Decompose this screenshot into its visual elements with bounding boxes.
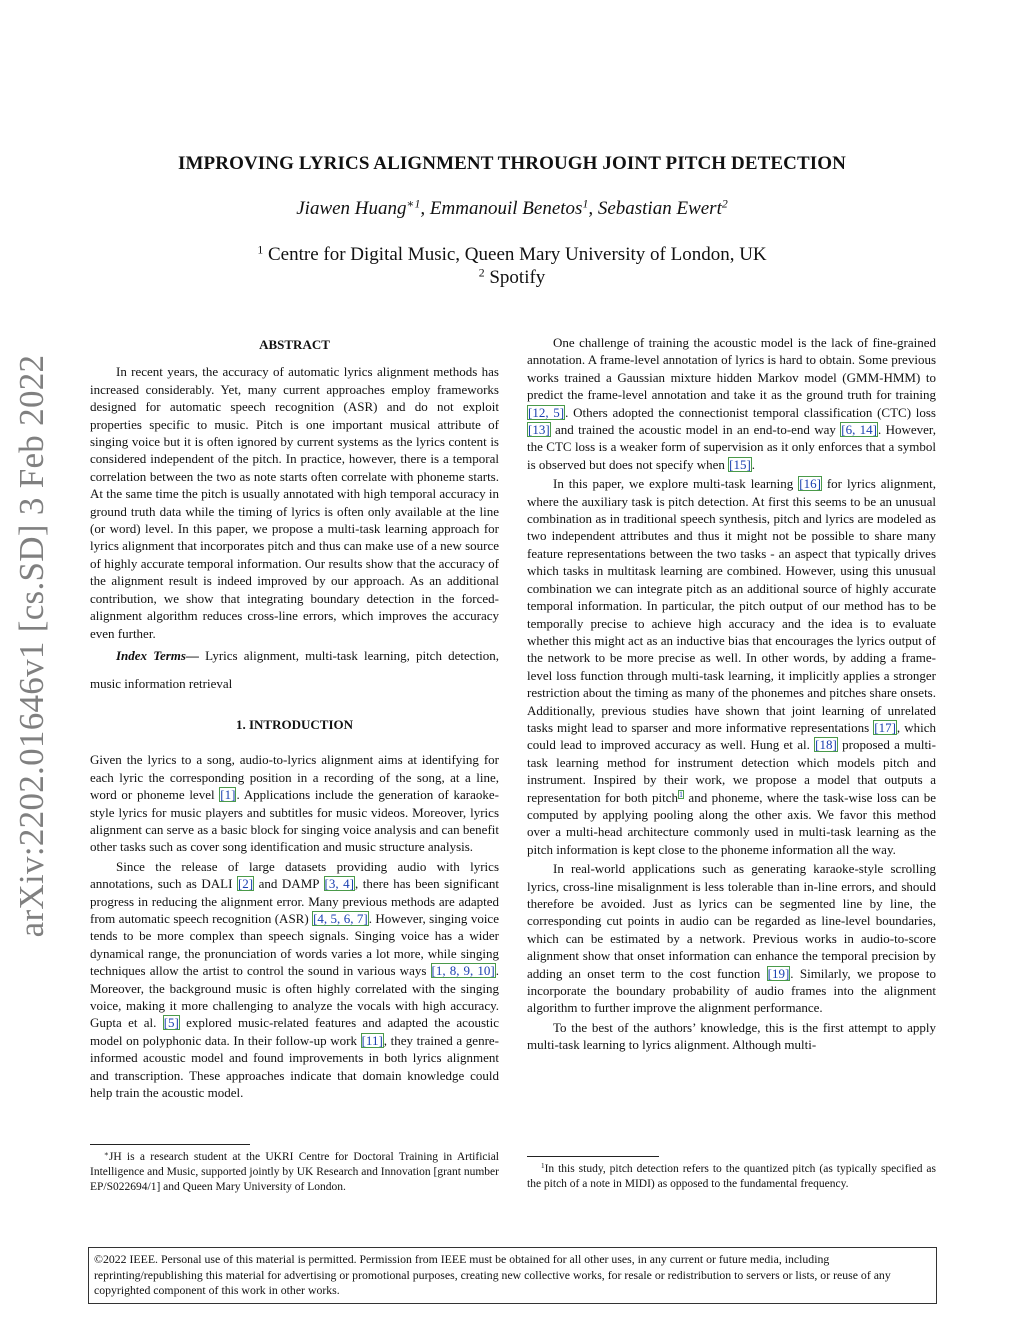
citation-link[interactable]: [1] [220,787,236,803]
affiliation-text: Centre for Digital Music, Queen Mary University of London, UK [263,244,767,265]
citation-link[interactable]: [16] [799,476,821,492]
author-name: , Emmanouil Benetos [420,198,583,219]
body-paragraph [527,334,936,473]
author-affiliation-mark: 1 [582,197,589,211]
citation-link[interactable]: [18] [815,737,837,753]
author-name: , Sebastian Ewert [588,198,722,219]
text-run: . However, singing voice tends to be more complex than speech signals. Singing voice has a wider dynamical range, the pronunciation of words varies a lot more, while singing techniques allow the artist to control the sound in various ways [90,910,499,979]
paper-title: IMPROVING LYRICS ALIGNMENT THROUGH JOINT PITCH DETECTION [178,153,846,174]
copyright-notice: ©2022 IEEE. Personal use of this material is permitted. Permission from IEEE must be obtained for all other uses, in any current or future media, including reprinting/republishing this material for advertising or promotional purposes, creating new collective works, for resale or redistribution to servers or lists, or reuse of any copyrighted component of this work in other works. [88,1247,937,1304]
footnote-link[interactable]: 1 [679,790,684,800]
citation-link[interactable]: [4, 5, 6, 7] [313,910,368,926]
intro-paragraph [90,858,499,1102]
citation-link[interactable]: [11] [361,1032,383,1048]
footnote-mark: ∗ [104,1150,109,1159]
text-run: and trained the acoustic model in an end-to-end way [550,422,841,438]
author-list [0,198,1024,220]
footnote-divider [527,1156,659,1157]
text-run: and phoneme, where the task-wise loss can be computed by applying pooling along the other axis. We favor this method over a multi-head architecture commonly used in multi-task learning as the pitch information is kept close to the phoneme information all the way. [527,789,937,857]
text-run: proposed a multi-task learning method for instrument detection which models pitch and instrument. Inspired by their work, we propose a model that outputs a representation for both pitch [527,737,936,805]
citation-link[interactable]: [2] [237,876,254,892]
text-run: and DAMP [254,876,324,892]
footnote-text: In this study, pitch detection refers to the quantized pitch (as typically specified as the pitch of a note in MIDI) as opposed to the fundamental frequency. [527,1163,936,1190]
footnote [90,1150,499,1195]
footnote-text: JH is a research student at the UKRI Centre for Doctoral Training in Artificial Intelligence and Music, supported jointly by UK Research and Innovation [grant number EP/S022694/1] and Queen Mary University of London. [90,1151,499,1193]
index-terms [90,642,499,698]
author-affiliation-mark: 2 [721,197,728,211]
citation-link[interactable]: [3, 4] [324,876,354,892]
text-run: explored music-related features and adapted the acoustic model on polyphonic data. In their follow-up work [90,1015,499,1048]
affiliation-mark: 2 [478,266,485,280]
text-run: . Others adopted the connectionist temporal classification (CTC) loss [565,404,936,420]
text-run: In real-world applications such as generating karaoke-style scrolling lyrics, cross-line misalignment is less tolerable than in-line errors, and should therefore be avoided. Just as lyrics can be segmented line by line, the corresponding cut points in audio can be regarded as line-level boundaries, which can be estimated by a network. Previous works in audio-to-score alignment show that onset information can enhance the temporal precision by adding an onset term to the cost function [527,861,936,981]
text-run: , which could lead to improved accuracy as well. Hung et al. [527,719,936,753]
citation-link[interactable]: [12, 5] [528,404,565,420]
citation-link[interactable]: [13] [528,422,550,438]
citation-link[interactable]: [17] [874,719,896,735]
text-run: . Moreover, the background music is often highly correlated with the singing voice, making it more challenging to analyze the vocals with high accuracy. Gupta et al. [90,963,499,1031]
left-column [90,336,499,1101]
text-run: . Applications include the generation of karaoke-style lyrics for music players and subtitles for music videos. Moreover, lyrics alignment can serve as a basic block for singing voice analysis and can benefit other tasks such as cover song identification and music structure analysis. [90,787,499,855]
affiliation-text: Spotify [484,267,546,288]
citation-link[interactable]: [1, 8, 9, 10] [431,963,495,979]
text-run: . However, the CTC loss is a weaker form of supervision as it only enforces that a symbol is observed but does not specify when [527,422,936,472]
body-paragraph [527,860,936,1017]
body-paragraph: To the best of the authors’ knowledge, this is the first attempt to apply multi-task learning to lyrics alignment. Although multi- [527,1019,936,1053]
text-run: Given the lyrics to a song, audio-to-lyrics alignment aims at identifying for each lyric the corresponding position in a recording of the song, at a line, word or phoneme level [90,752,499,803]
citation-link[interactable]: [5] [163,1015,179,1031]
abstract-text: In recent years, the accuracy of automatic lyrics alignment methods has increased considerably. Yet, many current approaches employ frameworks designed for automatic speech recognition (ASR) and do not exploit properties specific to music. Pitch is one important musical attribute of singing voice but it is often ignored by current systems as the lyrics content is considered independent of the pitch. In practice, however, there is a temporal correlation between the two as note starts often correlate with phoneme starts. At the same time the pitch is usually annotated with high temporal accuracy in ground truth data while the timing of lyrics is often only available at the line (or word) level. In this paper, we propose a multi-task learning approach for lyrics alignment that incorporates pitch and thus can make use of a new source of highly accurate temporal information. Our results show that the accuracy of the alignment result is indeed improved by our approach. As an additional contribution, we show that integrating boundary detection in the forced-alignment algorithm reduces cross-line errors, which improves the accuracy even further. [90,364,500,641]
text-run: , there has been significant progress in reducing the alignment error. Many previous methods are adapted from automatic speech recognition (ASR) [90,876,500,926]
footnote-mark: 1 [541,1162,545,1171]
arxiv-sidebar-identifier: arXiv:2202.01646v1 [cs.SD] 3 Feb 2022 [12,354,51,938]
text-run: In this paper, we explore multi-task learning [553,476,799,492]
affiliation-line [0,244,1024,266]
citation-link[interactable]: [15] [729,456,751,472]
text-run: . Similarly, we propose to incorporate the boundary probability of audio frames into the alignment algorithm to further improve the alignment performance. [527,965,936,1016]
introduction-heading: 1. INTRODUCTION [235,716,353,732]
author-affiliation-mark: ∗1 [406,197,421,211]
author-name: Jiawen Huang [296,198,407,219]
text-run: for lyrics alignment, where the auxiliary task is pitch detection. At first this seems to be an unusual combination as in traditional speech synthesis, pitch and lyrics are modeled as two independent attributes and thus it might not be possible to share many feature representations between the two tasks - an aspect that typically drives which tasks in multitask learning are combined. However, using this unusual combination we can integrate pitch as an additional source of highly accurate temporal information. In particular, the pitch output of our method has to be temporally precise to achieve high accuracy and the idea is to evaluate whether this might act as an inductive bias that encourages the lyrics output of the network to be more precise as well. In other words, by adding a frame-level loss function through multi-task learning, it implicitly applies a stronger restriction about the timing as many of the phonemes and pitches share onsets. Additionally, previous studies have shown that joint learning of unrelated tasks might lead to sparser and more informative representations [527,476,936,735]
citation-link[interactable]: [6, 14] [841,422,878,438]
left-footnote-area [90,1144,499,1195]
text-run: Since the release of large datasets providing audio with lyrics annotations, such as DALI [90,858,499,892]
text-run: , they trained a genre-informed acoustic model and found improvements in both lyrics alignment and transcription. These approaches indicate that domain knowledge could help train the acoustic model. [90,1032,500,1101]
citation-link[interactable]: [19] [767,965,790,981]
text-run: One challenge of training the acoustic model is the lack of fine-grained annotation. A frame-level annotation of lyrics is hard to obtain. Some previous works trained a Gaussian mixture hidden Markov model (GMM-HMM) to predict the frame-level annotation and take it as the ground truth for training [527,335,936,403]
text-run: . [751,456,756,472]
index-terms-label: Index Terms— [116,647,199,663]
affiliation-mark: 1 [257,243,264,257]
abstract-heading: ABSTRACT [259,337,330,352]
footnote [527,1162,936,1192]
footnote-divider [90,1144,250,1145]
body-paragraph [527,475,936,858]
right-column [527,334,936,1054]
index-terms-text: Lyrics alignment, multi-task learning, pitch detection, music information retrieval [90,647,499,691]
affiliation-line [0,267,1024,289]
right-footnote-area [527,1156,936,1192]
intro-paragraph [90,751,499,855]
